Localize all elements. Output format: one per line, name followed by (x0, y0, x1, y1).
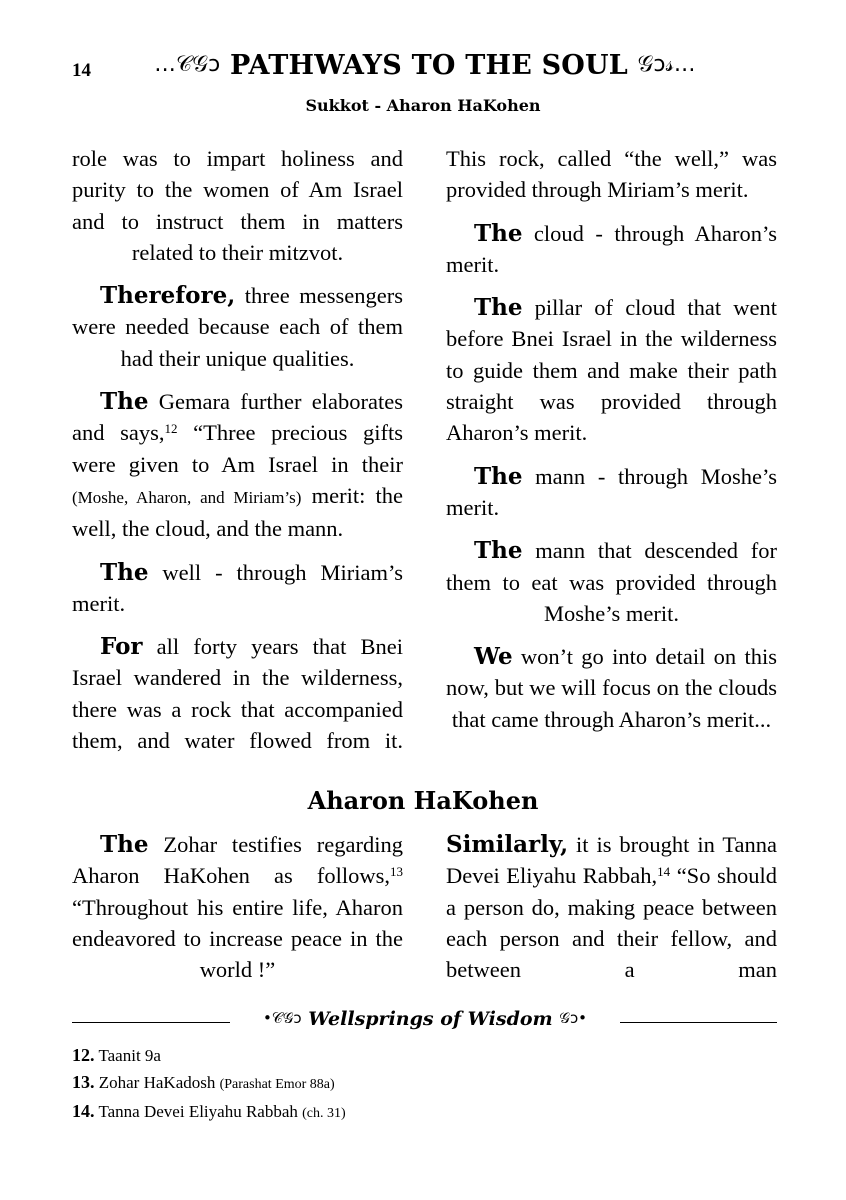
paragraph-text: “So should a person do, making peace between each person and their fellow, and between a man (446, 863, 777, 983)
lead-word: Therefore, (100, 282, 236, 310)
paragraph-text: all forty years that Bnei Israel wandered in the wilderness, there was a rock that accompanied them, and water flowed from it. (72, 634, 403, 754)
footer-ornament-left: •𝒞𝒢ↄ (262, 1009, 302, 1027)
footnote (72, 1069, 777, 1098)
paragraph-aside: (Moshe, Aharon, and Miriam’s) (72, 487, 302, 507)
paragraph-text: merit: the well, the cloud, and the mann. (72, 482, 403, 542)
section-heading: Aharon HaKohen (307, 786, 539, 815)
footnote-number: 12. (72, 1045, 95, 1065)
lead-word: The (474, 219, 523, 247)
footer-divider-left (72, 1022, 247, 1023)
footnote-text: Tanna Devei Eliyahu Rabbah (94, 1102, 303, 1121)
paragraph-text: “Throughout his entire life, Aharon endeavored to increase peace in the world !” (72, 894, 403, 983)
paragraph-text: Zohar testifies regarding Aharon HaKohen as follows, (72, 832, 403, 889)
paragraph-text: Gemara further elaborates and says, (72, 389, 403, 446)
footnote (72, 1042, 777, 1069)
paragraph-text: pillar of cloud that went before Bnei Israel in the wilderness to guide them and make their path straight was provided through Aharon’s merit. (446, 295, 777, 446)
page-number: 14 (72, 60, 91, 81)
footnote-ref: 13 (390, 864, 403, 880)
paragraph (446, 143, 777, 206)
lead-word: The (474, 537, 523, 565)
footer-divider-right (600, 1022, 777, 1023)
paragraph-text: mann that descended for them to eat was provided through Moshe’s merit. (446, 538, 777, 626)
header-ornament-right: 𝒢ↄ𝓈... (637, 52, 696, 77)
header-title: PATHWAYS TO THE SOUL (230, 50, 628, 81)
paragraph (72, 557, 403, 620)
footer-ornament-right: 𝒢ↄ• (559, 1009, 588, 1027)
paragraph-text: mann - through Moshe’s merit. (446, 463, 777, 520)
paragraph (446, 292, 777, 448)
footnote-text: Zohar HaKadosh (94, 1073, 220, 1092)
lead-word: The (100, 558, 149, 586)
paragraph (72, 386, 403, 544)
footnote-text: Taanit 9a (94, 1046, 161, 1065)
paragraph (446, 218, 777, 281)
paragraph-text: well - through Miriam’s merit. (72, 559, 403, 616)
running-subheader: Sukkot - Aharon HaKohen (305, 96, 541, 115)
footnote-source: (Parashat Emor 88a) (219, 1077, 335, 1092)
column-top-right (446, 143, 777, 747)
footnote-ref: 12 (164, 421, 178, 437)
footnote-number: 14. (72, 1101, 95, 1121)
footnote-ref: 14 (657, 864, 671, 880)
paragraph (72, 829, 403, 985)
lead-word: The (474, 462, 523, 490)
lead-word: Similarly, (446, 831, 569, 858)
paragraph (72, 280, 403, 374)
footer-title: Wellsprings of Wisdom (308, 1008, 553, 1030)
paragraph (72, 631, 403, 756)
paragraph (446, 829, 777, 985)
footnotes (72, 1042, 777, 1127)
paragraph-text: won’t go into detail on this now, but we will focus on the clouds that came through Aharon’s merit... (446, 644, 777, 732)
paragraph-text: cloud - through Aharon’s merit. (446, 220, 777, 277)
lead-word: The (100, 831, 149, 858)
lead-word: We (474, 643, 513, 671)
paragraph (446, 461, 777, 524)
running-header (130, 50, 720, 81)
lead-word: For (100, 633, 143, 661)
footer-label (230, 1008, 620, 1030)
paragraph (446, 535, 777, 629)
lead-word: The (474, 294, 523, 322)
paragraph-text: This rock, called “the well,” was provided through Miriam’s merit. (446, 146, 777, 203)
column-bottom-left (72, 829, 403, 997)
paragraph (446, 641, 777, 735)
footnote-number: 13. (72, 1072, 95, 1092)
paragraph-text: “Three precious gifts were given to Am Israel in their (72, 420, 403, 477)
column-top-left (72, 143, 403, 768)
column-bottom-right (446, 829, 777, 997)
footnote-source: (ch. 31) (302, 1106, 346, 1121)
header-ornament-left: ...𝒞𝒢ↄ (154, 52, 221, 77)
paragraph-text: three messengers were needed because each of them had their unique qualities. (72, 283, 403, 371)
paragraph-text: role was to impart holiness and purity to the women of Am Israel and to instruct them in matters related to their mitzvot. (72, 146, 403, 265)
lead-word: The (100, 388, 149, 416)
paragraph-text: it is brought in Tanna Devei Eliyahu Rabbah, (446, 832, 777, 889)
footnote (72, 1098, 777, 1127)
paragraph (72, 143, 403, 268)
